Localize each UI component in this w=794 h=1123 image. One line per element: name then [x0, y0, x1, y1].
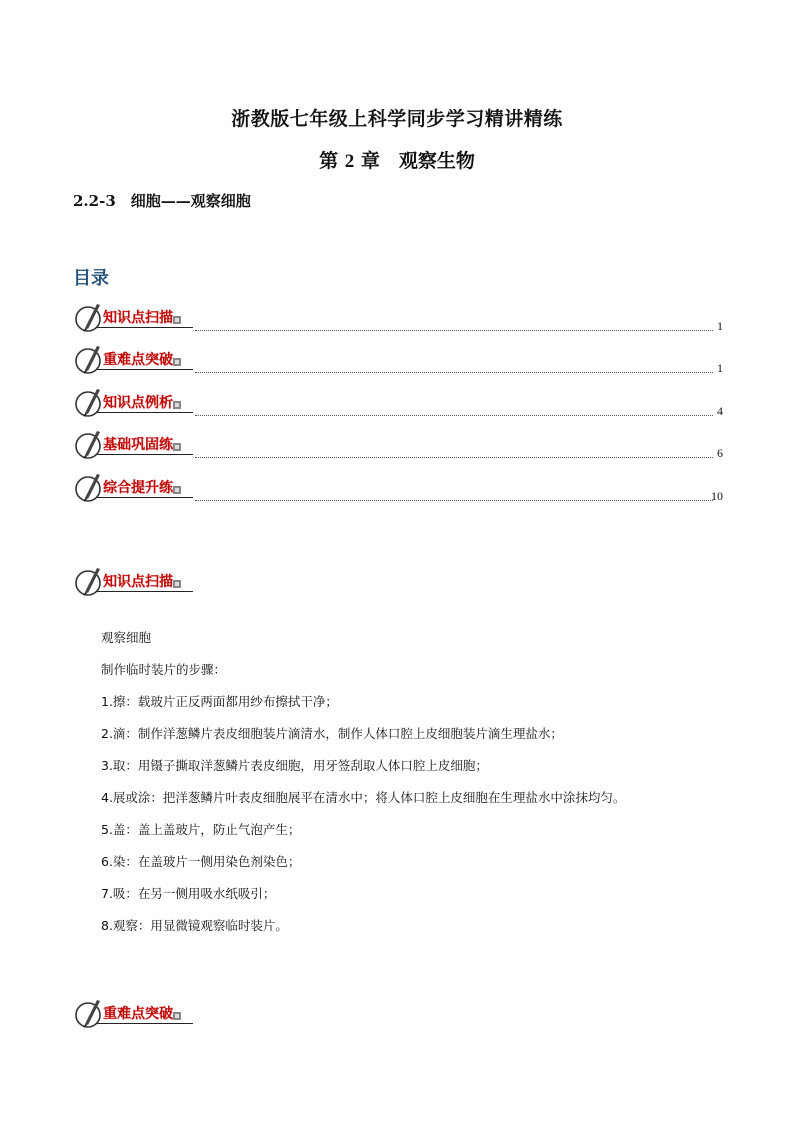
- section-badge: [73, 385, 197, 419]
- pen-icon: [73, 300, 107, 334]
- toc-page-number: 1: [717, 319, 723, 333]
- square-bullet-icon: [173, 316, 181, 324]
- badge-label: 综合提升练: [103, 480, 173, 496]
- toc-leader-dots: [195, 372, 713, 373]
- content-line: 制作临时装片的步骤：: [101, 662, 227, 677]
- toc-item[interactable]: [73, 342, 723, 376]
- badge-underline: [97, 1023, 193, 1024]
- content-line: 3.取：用镊子撕取洋葱鳞片表皮细胞，用牙签刮取人体口腔上皮细胞；: [101, 758, 488, 773]
- content-line: 7.吸：在另一侧用吸水纸吸引；: [101, 886, 276, 901]
- content-line: 2.滴：制作洋葱鳞片表皮细胞装片滴清水，制作人体口腔上皮细胞装片滴生理盐水；: [101, 726, 563, 741]
- pen-icon: [73, 470, 107, 504]
- badge-label: 基础巩固练: [103, 437, 173, 453]
- chapter-title: [0, 146, 794, 173]
- toc-item[interactable]: [73, 385, 723, 419]
- toc-leader-dots: [195, 500, 713, 501]
- content-line: 1.擦：载玻片正反两面都用纱布擦拭干净；: [101, 694, 338, 709]
- toc-page-number: 6: [717, 446, 723, 460]
- badge-underline: [97, 497, 193, 498]
- square-bullet-icon: [173, 401, 181, 409]
- toc-item[interactable]: [73, 300, 723, 334]
- badge-underline: [97, 412, 193, 413]
- content-line: 5.盖：盖上盖玻片，防止气泡产生；: [101, 822, 301, 837]
- badge-label: 知识点扫描: [103, 310, 173, 326]
- toc-page-number: 4: [717, 404, 723, 418]
- section-badge: [73, 470, 197, 504]
- pen-icon: [73, 385, 107, 419]
- pen-icon: [73, 427, 107, 461]
- badge-underline: [97, 327, 193, 328]
- content-line: 观察细胞: [101, 630, 152, 645]
- content-line: 6.染：在盖玻片一侧用染色剂染色；: [101, 854, 301, 869]
- pen-icon: [73, 564, 107, 598]
- toc-item[interactable]: [73, 470, 723, 504]
- section-badge-breakthrough: [73, 996, 197, 1030]
- section-badge-scan: [73, 564, 197, 598]
- chapter-prefix: 第: [319, 150, 339, 172]
- content-line: 8.观察：用显微镜观察临时装片。: [101, 918, 288, 933]
- toc-leader-dots: [195, 330, 713, 331]
- toc-page-number: 10: [711, 489, 723, 503]
- chapter-name: 章 观察生物: [360, 150, 475, 172]
- badge-underline: [97, 591, 193, 592]
- square-bullet-icon: [173, 358, 181, 366]
- square-bullet-icon: [173, 486, 181, 494]
- section-badge: [73, 427, 197, 461]
- toc-heading: 目录: [73, 268, 109, 289]
- chapter-number: 2: [344, 151, 355, 172]
- badge-underline: [97, 369, 193, 370]
- section-title: 2.2-3 细胞——观察细胞: [73, 192, 251, 210]
- badge-label: 知识点扫描: [103, 574, 173, 590]
- pen-icon: [73, 342, 107, 376]
- section-badge: [73, 300, 197, 334]
- content-line: 4.展或涂：把洋葱鳞片叶表皮细胞展平在清水中；将人体口腔上皮细胞在生理盐水中涂抹均匀。: [101, 790, 626, 805]
- badge-label: 重难点突破: [103, 352, 173, 368]
- pen-icon: [73, 996, 107, 1030]
- square-bullet-icon: [173, 580, 181, 588]
- badge-label: 知识点例析: [103, 395, 173, 411]
- square-bullet-icon: [173, 443, 181, 451]
- badge-label: 重难点突破: [103, 1006, 173, 1022]
- toc-page-number: 1: [717, 361, 723, 375]
- document-title: 浙教版七年级上科学同步学习精讲精练: [231, 108, 563, 130]
- toc-item[interactable]: [73, 427, 723, 461]
- toc-leader-dots: [195, 457, 713, 458]
- section-badge: [73, 342, 197, 376]
- square-bullet-icon: [173, 1012, 181, 1020]
- toc-leader-dots: [195, 415, 713, 416]
- badge-underline: [97, 454, 193, 455]
